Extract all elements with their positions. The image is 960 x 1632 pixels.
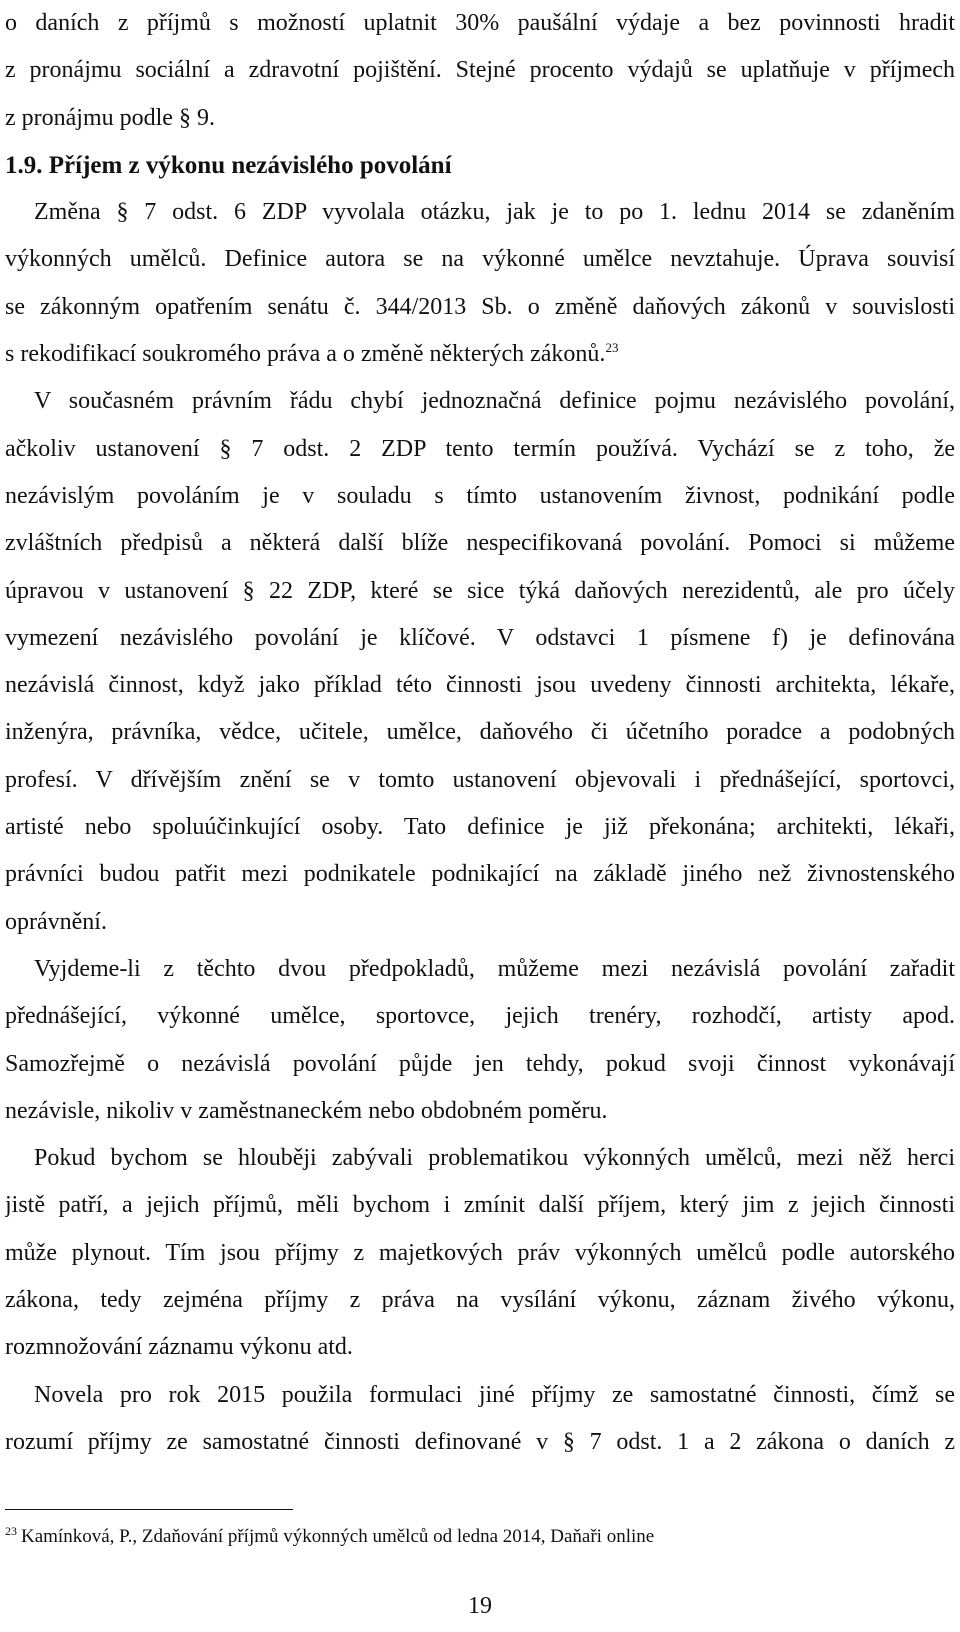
text-line: Novela pro rok 2015 použila formulaci jiné příjmy ze samostatné činnosti, čímž se: [34, 1381, 955, 1408]
text-line: úpravou v ustanovení § 22 ZDP, které se sice týká daňových nerezidentů, ale pro účely: [5, 577, 955, 604]
page-number: 19: [468, 1593, 492, 1619]
section-heading: 1.9. Příjem z výkonu nezávislého povolání: [5, 151, 452, 179]
text-line: zákona, tedy zejména příjmy z práva na vysílání výkonu, záznam živého výkonu,: [5, 1287, 955, 1314]
text-line: Samozřejmě o nezávislá povolání půjde jen tehdy, pokud svoji činnost vykonávají: [5, 1050, 955, 1077]
footnote: [5, 1523, 655, 1548]
text-line: může plynout. Tím jsou příjmy z majetkových práv výkonných umělců podle autorského: [5, 1239, 955, 1266]
text-line: nezávisle, nikoliv v zaměstnaneckém nebo obdobném poměru.: [5, 1097, 608, 1124]
text-line: výkonných umělců. Definice autora se na výkonné umělce nevztahuje. Úprava souvisí: [5, 246, 955, 273]
document-page: [5, 0, 955, 1466]
text-line: přednášející, výkonné umělce, sportovce, jejich trenéry, rozhodčí, artisty apod.: [5, 1003, 955, 1030]
text-line: Změna § 7 odst. 6 ZDP vyvolala otázku, jak je to po 1. lednu 2014 se zdaněním: [34, 199, 955, 226]
text-line: jistě patří, a jejich příjmů, měli bychom i zmínit další příjem, který jim z jejich činnosti: [5, 1192, 955, 1219]
text-line-content: s rekodifikací soukromého práva a o změně některých zákonů.: [5, 341, 606, 368]
footnote-divider: [5, 1509, 293, 1510]
text-line: artisté nebo spoluúčinkující osoby. Tato definice je již překonána; architekti, lékaři,: [5, 814, 955, 841]
text-line: profesí. V dřívějším znění se v tomto ustanovení objevovali i přednášející, sportovci,: [5, 766, 955, 793]
text-line: oprávnění.: [5, 908, 107, 935]
text-line: Vyjdeme-li z těchto dvou předpokladů, můžeme mezi nezávislá povolání zařadit: [34, 955, 955, 982]
text-line-with-footnote-ref: [5, 331, 955, 378]
text-line: vymezení nezávislého povolání je klíčové. V odstavci 1 písmene f) je definována: [5, 624, 955, 651]
text-line: z pronájmu podle § 9.: [5, 104, 215, 131]
footnote-reference[interactable]: 23: [605, 340, 619, 356]
text-line: rozumí příjmy ze samostatné činnosti definované v § 7 odst. 1 a 2 zákona o daních z: [5, 1428, 955, 1455]
text-line: Pokud bychom se hlouběji zabývali problematikou výkonných umělců, mezi něž herci: [34, 1145, 955, 1172]
text-line: právníci budou patřit mezi podnikatele podnikající na základě jiného než živnostenského: [5, 861, 955, 888]
text-line: ačkoliv ustanovení § 7 odst. 2 ZDP tento termín používá. Vychází se z toho, že: [5, 435, 955, 462]
text-line: V současném právním řádu chybí jednoznačná definice pojmu nezávislého povolání,: [34, 388, 955, 415]
text-line: nezávislá činnost, když jako příklad této činnosti jsou uvedeny činnosti architekta, lékaře,: [5, 672, 955, 699]
text-line: se zákonným opatřením senátu č. 344/2013 Sb. o změně daňových zákonů v souvislosti: [5, 293, 955, 320]
text-line: rozmnožování záznamu výkonu atd.: [5, 1334, 353, 1361]
text-line: nezávislým povoláním je v souladu s tímto ustanovením živnost, podnikání podle: [5, 482, 955, 509]
text-line: z pronájmu sociální a zdravotní pojištění. Stejné procento výdajů se uplatňuje v příjmech: [5, 57, 955, 84]
text-line: o daních z příjmů s možností uplatnit 30% paušální výdaje a bez povinnosti hradit: [5, 10, 955, 36]
footnote-mark: 23: [5, 1523, 17, 1538]
text-line: inženýra, právníka, vědce, učitele, umělce, daňového či účetního poradce a podobných: [5, 719, 955, 746]
text-line: zvláštních předpisů a některá další blíže nespecifikovaná povolání. Pomoci si můžeme: [5, 530, 955, 557]
body-text: [5, 0, 955, 1466]
footnote-text: Kamínková, P., Zdaňování příjmů výkonných umělců od ledna 2014, Daňaři online: [21, 1526, 655, 1547]
